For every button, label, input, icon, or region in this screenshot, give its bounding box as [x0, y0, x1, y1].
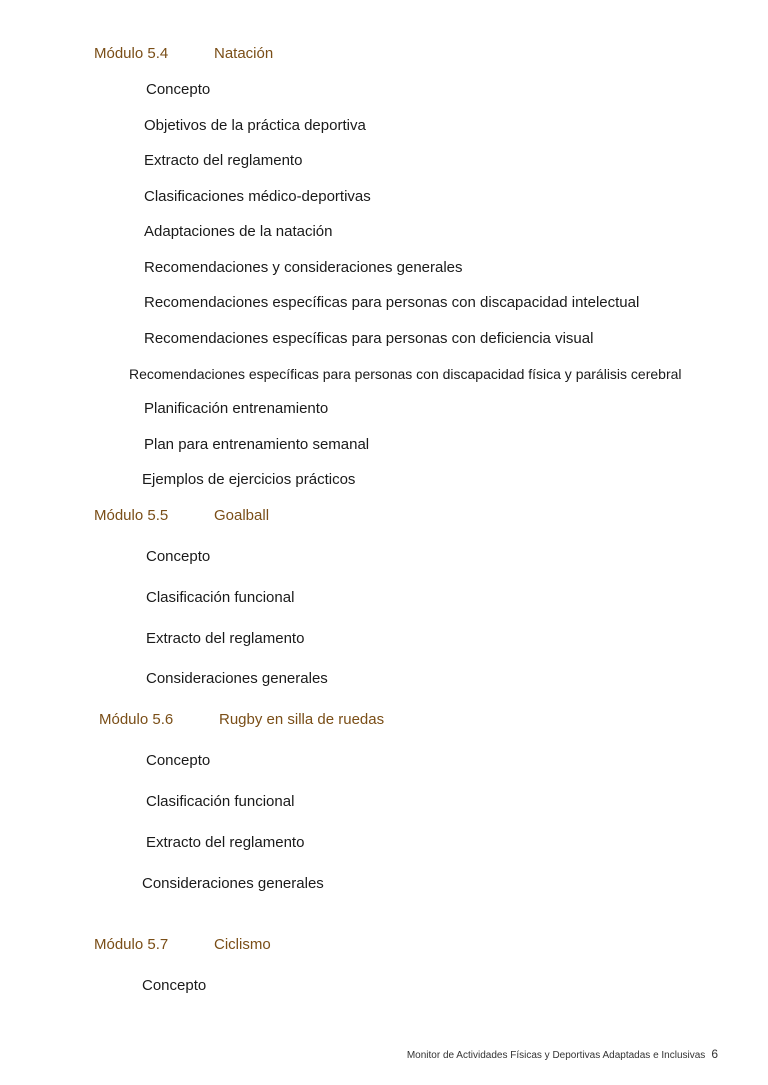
module-title: Natación [214, 45, 274, 62]
list-item: Clasificación funcional [146, 589, 295, 606]
list-item: Recomendaciones específicas para personas con discapacidad intelectual [144, 294, 640, 311]
list-item: Plan para entrenamiento semanal [144, 436, 370, 453]
module-title: Ciclismo [214, 936, 271, 953]
module-number: Módulo 5.4 [94, 45, 169, 62]
list-item: Planificación entrenamiento [144, 400, 329, 417]
list-item: Concepto [142, 977, 207, 994]
list-item: Concepto [146, 548, 211, 565]
list-item: Recomendaciones y consideraciones generales [144, 259, 463, 276]
list-item: Clasificación funcional [146, 793, 295, 810]
module-title: Goalball [214, 507, 270, 524]
module-title: Rugby en silla de ruedas [219, 711, 385, 728]
module-number: Módulo 5.5 [94, 507, 169, 524]
list-item: Concepto [146, 752, 211, 769]
list-item: Objetivos de la práctica deportiva [144, 117, 366, 134]
list-item: Extracto del reglamento [146, 834, 305, 851]
page-number: 6 [711, 1047, 718, 1061]
page-footer [407, 1047, 718, 1061]
list-item: Extracto del reglamento [144, 152, 303, 169]
list-item: Consideraciones generales [142, 875, 324, 892]
list-item: Adaptaciones de la natación [144, 223, 333, 240]
list-item: Clasificaciones médico-deportivas [144, 188, 371, 205]
list-item: Consideraciones generales [146, 670, 328, 687]
list-item: Concepto [146, 81, 211, 98]
list-item: Extracto del reglamento [146, 630, 305, 647]
list-item: Recomendaciones específicas para personas con deficiencia visual [144, 330, 594, 347]
footer-text: Monitor de Actividades Físicas y Deportivas Adaptadas e Inclusivas [406, 1050, 706, 1061]
list-item: Ejemplos de ejercicios prácticos [142, 471, 356, 488]
module-number: Módulo 5.7 [94, 936, 169, 953]
module-number: Módulo 5.6 [99, 711, 174, 728]
list-item: Recomendaciones específicas para personas con discapacidad física y parálisis cerebral [129, 366, 682, 382]
